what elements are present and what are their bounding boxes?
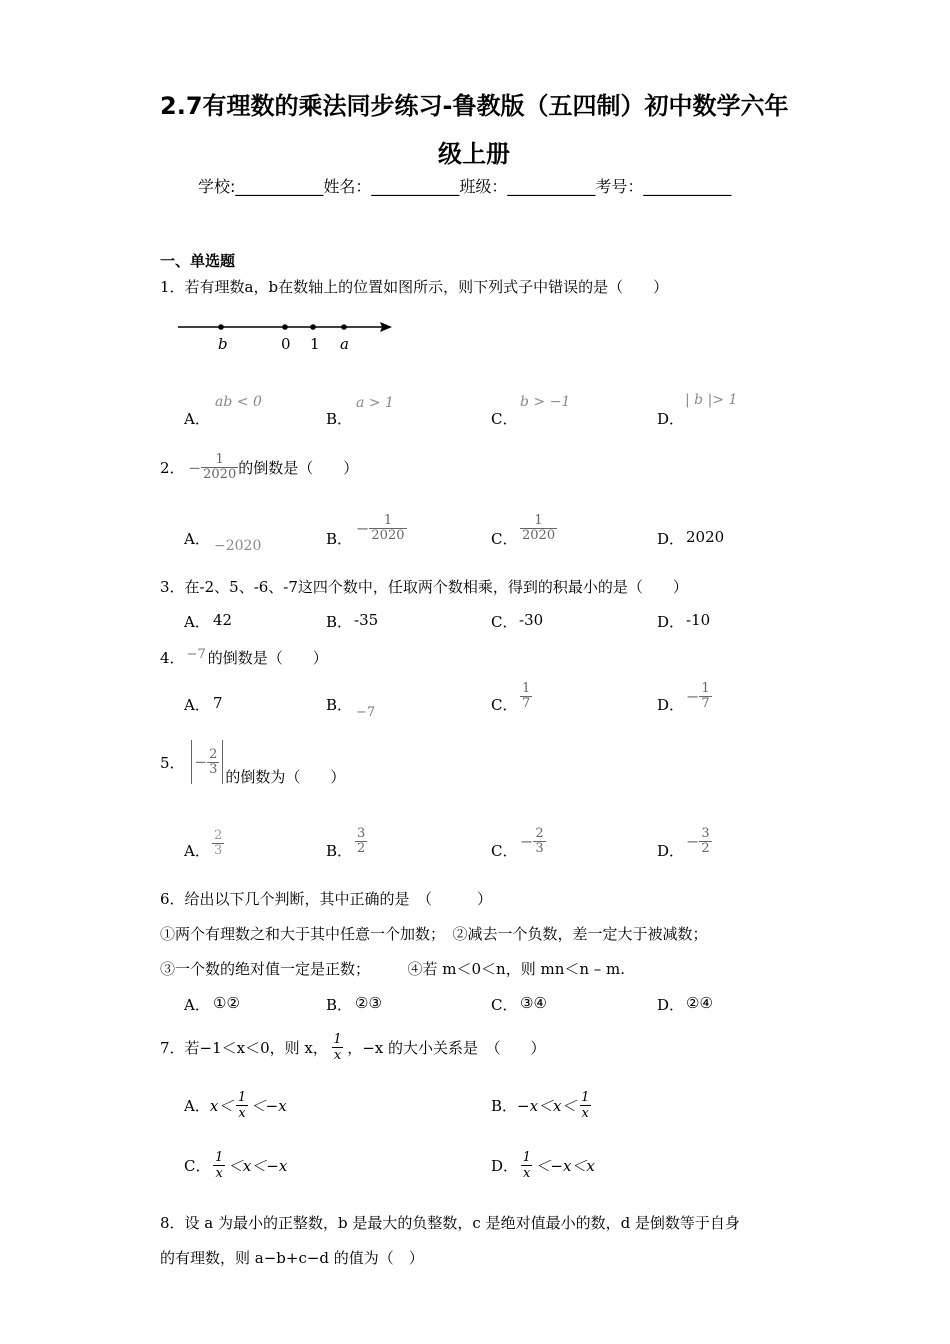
q6-option-a-label[interactable]: A．	[184, 996, 210, 1014]
question-7	[160, 1032, 546, 1063]
q2-option-c-expr	[520, 514, 557, 543]
number-line-label-b: b	[218, 335, 228, 353]
q7-option-b-fraction	[580, 1090, 591, 1121]
number-line-figure	[176, 316, 396, 356]
q7-fraction	[332, 1032, 343, 1063]
q5-abs-sign: −	[194, 753, 208, 771]
q5-number: 5．	[160, 753, 185, 772]
q4-option-d-sign: −	[686, 687, 700, 706]
q7-option-c-numerator: 1	[215, 1150, 224, 1165]
q7-option-b-pre: −x＜x＜	[517, 1097, 577, 1115]
q2-fraction-numerator: 1	[215, 452, 224, 467]
q7-text-pre: 7．若−1＜x＜0，则 x，	[160, 1039, 328, 1057]
q2-option-c-numerator: 1	[534, 513, 543, 528]
number-line-label-1: 1	[310, 335, 320, 353]
q2-option-b-expr	[356, 514, 407, 543]
q6-option-c-label[interactable]: C．	[491, 996, 518, 1014]
q5-option-b-numerator: 3	[357, 826, 366, 841]
q5-option-a-label[interactable]: A．	[184, 842, 210, 860]
q5-option-c-sign: −	[520, 832, 534, 851]
q6-statement-line-1: ①两个有理数之和大于其中任意一个加数； ②减去一个负数，差一定大于被减数；	[160, 925, 708, 943]
q5-absolute-value	[191, 740, 224, 784]
q4-option-c-label[interactable]: C．	[491, 696, 518, 714]
q7-option-d-post: ＜−x＜x	[535, 1157, 595, 1175]
q2-fraction	[201, 453, 238, 482]
q5-option-c-numerator: 2	[535, 826, 544, 841]
q3-option-c-value: -30	[519, 611, 544, 629]
q6-option-d-value: ②④	[686, 994, 713, 1012]
q2-option-c-fraction	[520, 514, 557, 543]
q5-option-c-denominator: 3	[535, 841, 544, 856]
question-3-text: 3．在-2、5、-6、-7这四个数中，任取两个数相乘，得到的积最小的是（ ）	[160, 578, 688, 596]
q4-option-a-label[interactable]: A．	[184, 696, 210, 714]
section-title: 一、单选题	[160, 252, 236, 270]
q4-text: 的倒数是（ ）	[207, 649, 328, 667]
q3-option-d-value: -10	[686, 611, 711, 629]
q1-option-c-label[interactable]: C．	[491, 410, 518, 428]
q5-option-c-label[interactable]: C．	[491, 842, 518, 860]
q5-option-c-expr	[520, 827, 546, 856]
q5-option-d-label[interactable]: D．	[657, 842, 685, 860]
q4-option-d-denominator: 7	[701, 696, 710, 711]
q7-option-c-label: C．	[184, 1157, 211, 1175]
q7-option-b-denominator: x	[581, 1106, 589, 1121]
q2-option-a-label[interactable]: A．	[184, 530, 210, 548]
q7-option-c-post: ＜x＜−x	[227, 1157, 288, 1175]
q4-option-b-label[interactable]: B．	[326, 696, 353, 714]
q4-option-a-value: 7	[213, 694, 223, 712]
q2-fraction-sign: −	[188, 458, 202, 477]
q6-option-c-value: ③④	[520, 994, 547, 1012]
q2-option-d-label[interactable]: D．	[657, 530, 685, 548]
question-8-line-2: 的有理数，则 a−b+c−d 的值为（ ）	[160, 1249, 424, 1267]
q3-option-c-label[interactable]: C．	[491, 613, 518, 631]
q3-option-d-label[interactable]: D．	[657, 613, 685, 631]
q5-option-d-expr	[686, 827, 712, 856]
q7-option-a-label: A．	[184, 1097, 210, 1115]
q4-number: 4．	[160, 649, 185, 667]
q5-abs-denominator: 3	[209, 761, 218, 777]
q5-abs-fraction	[207, 748, 219, 777]
question-4	[160, 647, 328, 668]
q7-option-d[interactable]	[491, 1150, 595, 1181]
q5-option-b-denominator: 2	[357, 841, 366, 856]
q5-option-b-expr	[355, 827, 367, 856]
q2-option-d-expr: 2020	[686, 528, 725, 546]
q7-option-a-denominator: x	[238, 1106, 246, 1121]
q1-option-d-expr: | b |> 1	[685, 392, 738, 408]
q1-option-a-label[interactable]: A．	[184, 410, 210, 428]
q7-option-a[interactable]	[184, 1090, 287, 1121]
q2-option-b-label[interactable]: B．	[326, 530, 353, 548]
q2-option-c-denominator: 2020	[522, 528, 556, 543]
q5-option-a-expr	[212, 829, 224, 858]
q4-option-d-expr	[686, 682, 712, 711]
q7-option-c-fraction	[213, 1150, 224, 1181]
q1-option-b-expr: a > 1	[356, 395, 394, 411]
q2-option-b-numerator: 1	[383, 513, 393, 528]
q2-number: 2．	[160, 459, 185, 477]
q5-option-d-numerator: 3	[701, 826, 710, 841]
q5-option-b-label[interactable]: B．	[326, 842, 353, 860]
q7-option-b-numerator: 1	[581, 1090, 590, 1105]
q2-fraction-denominator: 2020	[203, 467, 237, 482]
q4-option-c-numerator: 1	[522, 681, 531, 696]
q2-option-b-sign: −	[356, 519, 370, 538]
q7-fraction-denominator: x	[333, 1048, 342, 1063]
page-title-line2: 级上册	[438, 140, 510, 168]
q1-option-d-label[interactable]: D．	[657, 410, 685, 428]
q2-option-a-expr: −2020	[214, 538, 262, 554]
q6-option-b-value: ②③	[355, 994, 382, 1012]
q2-option-b-denominator: 2020	[371, 528, 405, 543]
page-title-line1: 2.7有理数的乘法同步练习-鲁教版（五四制）初中数学六年	[160, 92, 789, 120]
q4-expr: −7	[186, 647, 206, 662]
q2-text: 的倒数是（ ）	[238, 459, 359, 477]
q7-option-d-fraction	[521, 1150, 532, 1181]
q4-option-d-label[interactable]: D．	[657, 696, 685, 714]
q5-option-d-denominator: 2	[701, 841, 710, 856]
question-1-text: 1．若有理数a，b在数轴上的位置如图所示，则下列式子中错误的是（ ）	[160, 278, 669, 296]
q7-option-a-numerator: 1	[237, 1090, 247, 1105]
q3-option-a-label[interactable]: A．	[184, 613, 210, 631]
question-2	[160, 453, 358, 482]
q4-option-c-fraction	[520, 682, 532, 711]
q7-option-d-denominator: x	[523, 1166, 531, 1181]
q7-option-d-numerator: 1	[522, 1150, 531, 1165]
q7-text-post: ，−x 的大小关系是 （ ）	[347, 1039, 546, 1057]
q5-option-a-fraction	[212, 829, 224, 858]
q7-option-d-label: D．	[491, 1157, 519, 1175]
q5-option-d-fraction	[699, 827, 711, 856]
number-line-label-a: a	[340, 335, 349, 353]
q2-option-b-fraction	[369, 514, 406, 543]
q7-option-a-fraction	[236, 1090, 247, 1121]
q6-option-d-label[interactable]: D．	[657, 996, 685, 1014]
q5-option-c-fraction	[533, 827, 545, 856]
q7-option-b[interactable]	[491, 1090, 594, 1121]
question-6-text: 6．给出以下几个判断，其中正确的是 （ ）	[160, 890, 493, 908]
q2-option-c-label[interactable]: C．	[491, 530, 518, 548]
q5-option-d-sign: −	[686, 832, 700, 851]
q3-option-b-value: -35	[354, 611, 379, 629]
q7-option-c-denominator: x	[215, 1166, 223, 1181]
q6-option-a-value: ①②	[213, 994, 240, 1012]
q5-option-a-denominator: 3	[214, 843, 223, 858]
q3-option-b-label[interactable]: B．	[326, 613, 353, 631]
q7-option-a-post: ＜−x	[250, 1097, 287, 1115]
q4-option-c-expr	[520, 682, 532, 711]
q6-option-b-label[interactable]: B．	[326, 996, 353, 1014]
q4-option-b-value: −7	[356, 705, 376, 720]
q5-text: 的倒数为（ ）	[225, 767, 346, 786]
question-5	[160, 740, 345, 784]
number-line-label-0: 0	[281, 335, 291, 353]
q1-option-a-expr: ab < 0	[215, 394, 262, 410]
q3-option-a-value: 42	[213, 611, 233, 629]
q1-option-c-expr: b > −1	[520, 394, 571, 410]
q7-fraction-numerator: 1	[333, 1032, 342, 1047]
q5-option-a-numerator: 2	[214, 828, 223, 843]
q5-option-b-fraction	[355, 827, 367, 856]
q4-option-c-denominator: 7	[522, 696, 531, 711]
q7-option-a-pre: x＜	[209, 1097, 234, 1115]
student-info-line: 学校:___________姓名：___________班级：___________考号：___________	[198, 177, 732, 196]
question-8-line-1: 8．设 a 为最小的正整数，b 是最大的负整数，c 是绝对值最小的数，d 是倒数等于自身	[160, 1214, 740, 1232]
q5-abs-numerator: 2	[209, 746, 218, 762]
q7-option-b-label: B．	[491, 1097, 518, 1115]
q4-option-d-numerator: 1	[701, 681, 710, 696]
q1-option-b-label[interactable]: B．	[326, 410, 353, 428]
q7-option-c[interactable]	[184, 1150, 287, 1181]
q4-option-d-fraction	[699, 682, 711, 711]
q6-statement-line-2: ③一个数的绝对值一定是正数； ④若 m＜0＜n，则 mn＜n – m.	[160, 960, 626, 978]
